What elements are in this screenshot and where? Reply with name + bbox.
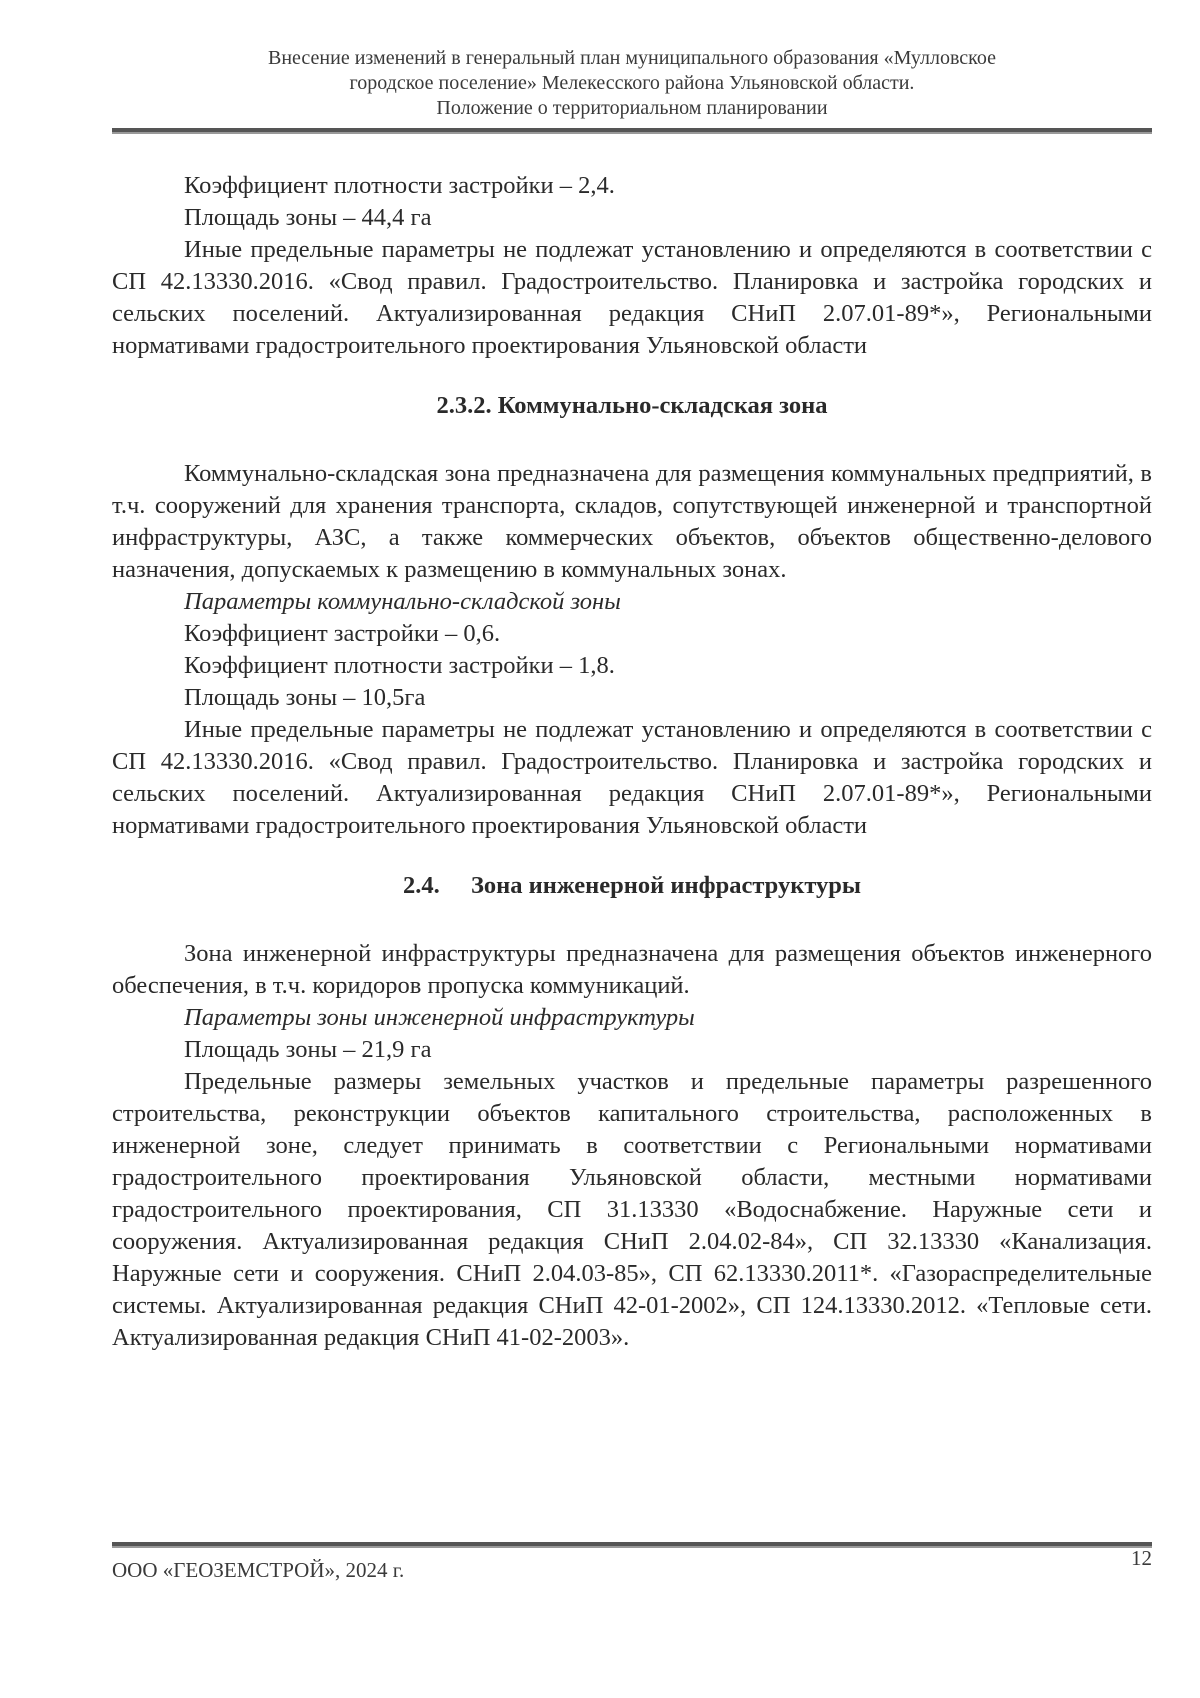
prev-zone-area: Площадь зоны – 44,4 га <box>184 204 432 231</box>
footer-divider <box>112 1542 1152 1548</box>
section-2-3-2-description: Коммунально-складская зона предназначена для размещения коммунальных предприятий, в т.ч. сооружений для хранения транспорта, складов, сопутствующей инженерной и транспортной инфраструктуры, АЗС, а также коммерческих объектов, объектов общественно-делового назначения, допускаемых к размещению в коммунальных зонах. <box>112 460 1152 583</box>
page-header <box>112 46 1152 121</box>
section-2-3-2-area: Площадь зоны – 10,5га <box>184 684 426 711</box>
header-line-1: Внесение изменений в генеральный план муниципального образования «Мулловское <box>268 47 996 69</box>
section-2-4-number: 2.4. <box>402 872 440 899</box>
section-2-3-2-density-coeff: Коэффициент плотности застройки – 1,8. <box>184 652 615 679</box>
prev-density-coeff: Коэффициент плотности застройки – 2,4. <box>184 172 615 199</box>
section-2-4-area: Площадь зоны – 21,9 га <box>184 1036 432 1063</box>
section-2-4-description: Зона инженерной инфраструктуры предназначена для размещения объектов инженерного обеспечения, в т.ч. коридоров пропуска коммуникаций. <box>112 940 1152 999</box>
document-body <box>112 170 1152 1354</box>
section-2-4-limits: Предельные размеры земельных участков и предельные параметры разрешенного строительства, реконструкции объектов капитального строительства, расположенных в инженерной зоне, следует принимать в соответствии с Региональными нормативами градостроительного проектирования Ульяновской области, местными нормативами градостроительного проектирования, СП 31.13330 «Водоснабжение. Наружные сети и сооружения. Актуализированная редакция СНиП 2.04.02-84», СП 32.13330 «Канализация. Наружные сети и сооружения. СНиП 2.04.03-85», СП 62.13330.2011*. «Газораспределительные системы. Актуализированная редакция СНиП 42-01-2002», СП 124.13330.2012. «Тепловые сети. Актуализированная редакция СНиП 41-02-2003». <box>112 1068 1152 1351</box>
prev-other-params: Иные предельные параметры не подлежат установлению и определяются в соответствии с СП 42.13330.2016. «Свод правил. Градостроительство. Планировка и застройка городских и сельских поселений. Актуализированная редакция СНиП 2.07.01-89*», Региональными нормативами градостроительного проектирования Ульяновской области <box>112 236 1152 359</box>
header-line-2: городское поселение» Мелекесского района Ульяновской области. <box>349 72 915 94</box>
footer-company: ООО «ГЕОЗЕМСТРОЙ», 2024 г. <box>112 1558 405 1582</box>
section-2-3-2-build-coeff: Коэффициент застройки – 0,6. <box>184 620 501 647</box>
section-2-4-params-title: Параметры зоны инженерной инфраструктуры <box>184 1004 695 1031</box>
section-2-3-2-other-params: Иные предельные параметры не подлежат установлению и определяются в соответствии с СП 42.13330.2016. «Свод правил. Градостроительство. Планировка и застройка городских и сельских поселений. Актуализированная редакция СНиП 2.07.01-89*», Региональными нормативами градостроительного проектирования Ульяновской области <box>112 716 1152 839</box>
header-line-3: Положение о территориальном планировании <box>436 97 828 119</box>
section-2-4-title: Зона инженерной инфраструктуры <box>470 872 862 899</box>
section-2-3-2-params-title: Параметры коммунально-складской зоны <box>184 588 621 615</box>
section-heading-2-4 <box>112 870 1152 902</box>
header-divider <box>112 128 1152 134</box>
page-number: 12 <box>1131 1546 1152 1570</box>
section-heading-2-3-2: 2.3.2. Коммунально-складская зона <box>436 392 828 419</box>
